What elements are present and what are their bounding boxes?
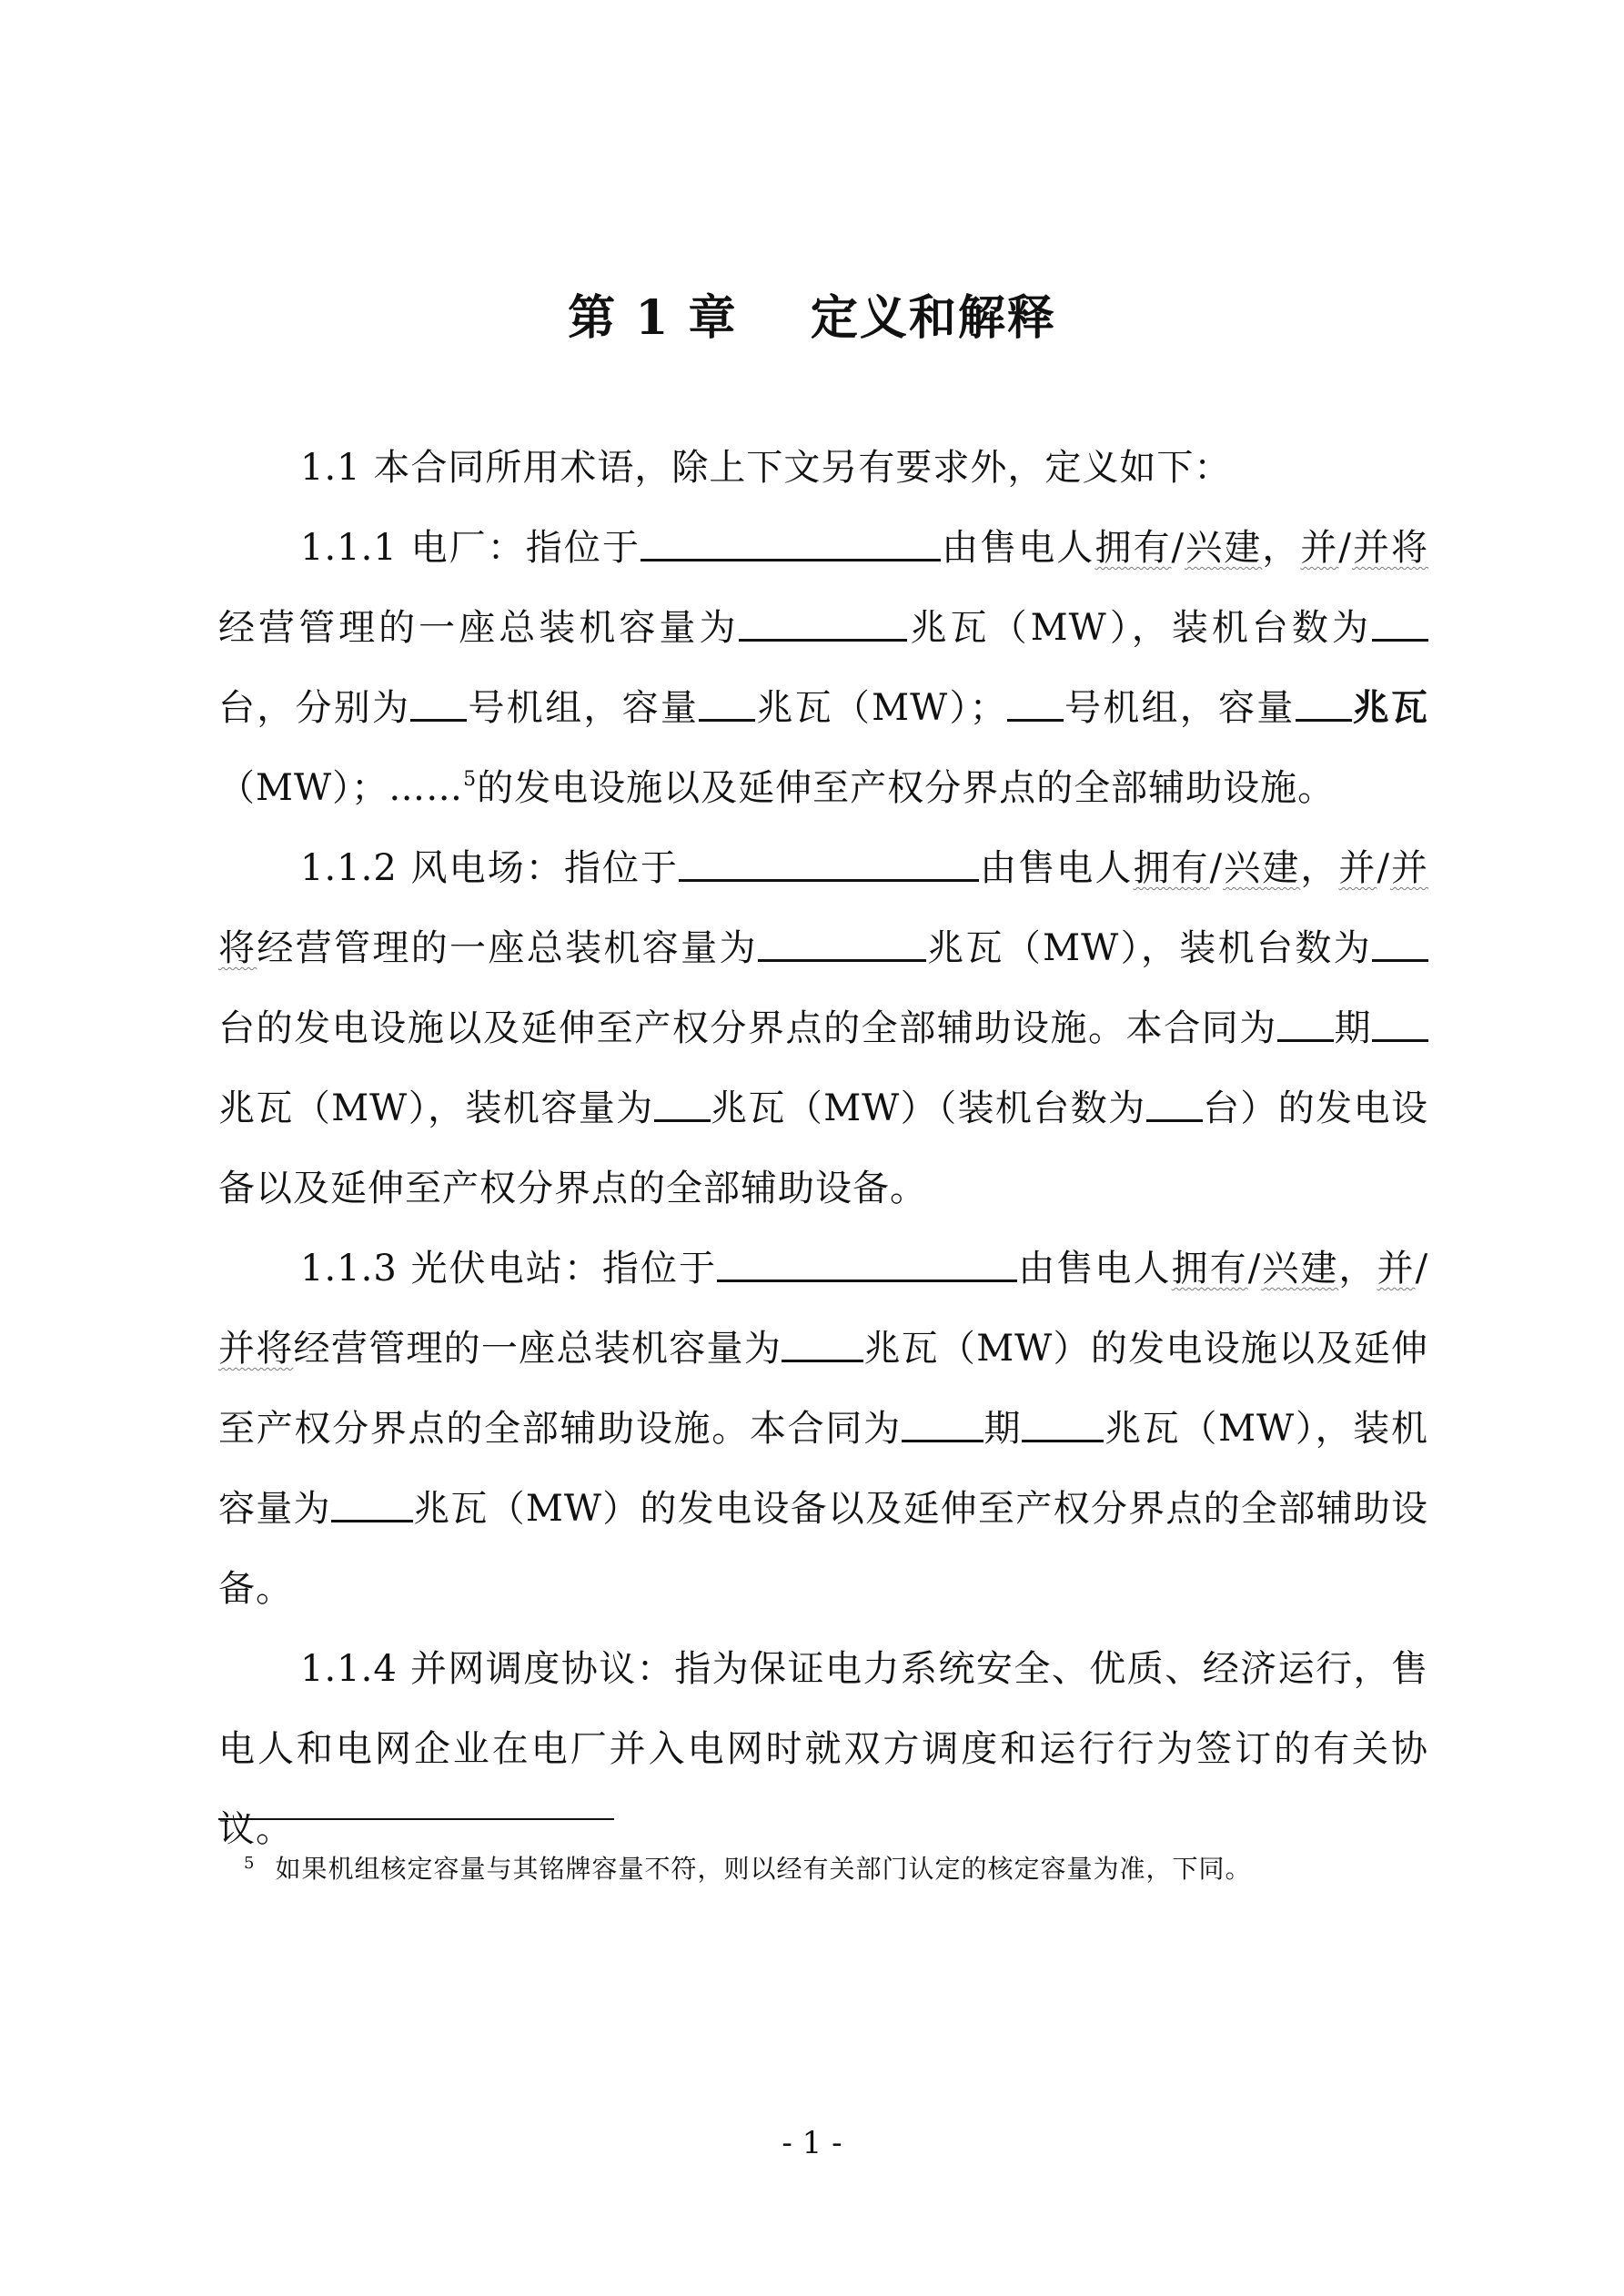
wavy-underlined-word: 拥有	[1094, 527, 1172, 569]
slash: /	[1377, 847, 1390, 889]
slash: /	[1415, 1248, 1429, 1290]
text-run: 兆瓦（MW）；	[755, 687, 1007, 729]
wavy-underlined-word: 并	[1300, 527, 1339, 569]
blank-location	[679, 848, 979, 882]
blank-location	[641, 528, 941, 561]
text-run: 号机组，容量	[467, 687, 700, 729]
text-run: 的发电设施以及延伸至产权分界点的全部辅助设施。	[477, 767, 1336, 809]
text-run: 期	[983, 1408, 1023, 1450]
clause-number: 1.1	[300, 447, 361, 489]
paragraph-text: 本合同所用术语，除上下文另有要求外，定义如下：	[373, 447, 1232, 489]
paragraph-1-1-4	[218, 1629, 1428, 1869]
text-run: 兆瓦（MW），装机容量为	[218, 1087, 654, 1129]
text-run: 风电场：指位于	[410, 847, 680, 889]
text-run: 兆瓦（MW），装机台数为	[907, 607, 1372, 649]
blank-unit-number	[1007, 688, 1064, 722]
blank-total-capacity	[782, 1329, 863, 1362]
text-run: 台的发电设施以及延伸至产权分界点的全部辅助设施。本合同为	[218, 1007, 1277, 1049]
blank-location	[717, 1249, 1017, 1282]
text-run: 经营管理的一座总装机容量为	[257, 927, 758, 969]
text-run: 期	[1333, 1007, 1373, 1049]
footnote-reference[interactable]: 5	[463, 768, 478, 791]
text-run: 兆瓦（MW）的发电设备以及延伸至产权分界点的全部辅助设备。	[218, 1488, 1428, 1610]
text-run: 由售电人	[979, 847, 1134, 889]
paragraph-1-1-3	[218, 1229, 1428, 1629]
text-run: 兆瓦（MW），装机台数为	[925, 927, 1373, 969]
text-run: 由售电人	[1017, 1248, 1172, 1290]
clause-number: 1.1.3	[300, 1248, 398, 1290]
blank-total-capacity	[758, 928, 926, 962]
slash: /	[1338, 527, 1352, 569]
text-run: 电厂：指位于	[410, 527, 641, 569]
blank-installed-capacity	[331, 1489, 413, 1522]
text-run: 光伏电站：指位于	[410, 1248, 718, 1290]
text-run: 兆瓦（MW），装机容量为	[218, 1408, 1429, 1530]
footnote-text: 如果机组核定容量与其铭牌容量不符，则以经有关部门认定的核定容量为准，下同。	[275, 1854, 1252, 1884]
clause-number: 1.1.4	[300, 1648, 398, 1690]
text-run: 兆瓦（MW）的发电设施以及延伸至产权分界点的全部辅助设施。本合同为	[218, 1328, 1429, 1450]
wavy-underlined-word: 拥有	[1171, 1248, 1248, 1290]
slash: /	[1171, 527, 1185, 569]
wavy-underlined-word: 兴建	[1261, 1248, 1339, 1290]
wavy-underlined-word: 拥有	[1133, 847, 1210, 889]
text-run: （MW）；……	[218, 767, 464, 809]
chapter-title: 第 1 章 定义和解释	[568, 290, 1056, 346]
text-run: 兆瓦（MW）（装机台数为	[710, 1087, 1146, 1129]
text-run: 经营管理的一座总装机容量为	[293, 1328, 782, 1370]
blank-unit-count	[1372, 608, 1428, 642]
blank-unit-number	[410, 688, 467, 722]
text-run: 经营管理的一座总装机容量为	[218, 607, 740, 649]
blank-unit-count	[1146, 1088, 1203, 1122]
paragraph-1-1-1	[218, 508, 1428, 828]
text-run-bold: 兆瓦	[1351, 686, 1429, 729]
wavy-underlined-word: 兴建	[1223, 847, 1301, 889]
wavy-underlined-word: 并	[1338, 847, 1377, 889]
slash: /	[1209, 847, 1224, 889]
text-run: 由售电人	[941, 527, 1095, 569]
wavy-underlined-word: 并将	[218, 847, 1429, 969]
slash: /	[1247, 1248, 1262, 1290]
blank-total-capacity	[739, 608, 907, 642]
text-run: ，	[1262, 527, 1301, 569]
paragraph-text: 并网调度协议：指为保证电力系统安全、优质、经济运行，售电人和电网企业在电厂并入电网时就双方调度和运行行为签订的有关协议。	[218, 1648, 1429, 1850]
wavy-underlined-word: 并将	[218, 1328, 294, 1370]
blank-unit-capacity	[699, 688, 755, 722]
wavy-underlined-word: 并将	[1351, 527, 1429, 569]
blank-installed-capacity	[654, 1088, 711, 1122]
text-run: ，	[1338, 1248, 1377, 1290]
blank-phase	[1277, 1008, 1334, 1042]
footnote-marker: 5	[244, 1854, 256, 1873]
paragraph-1-1-2	[218, 828, 1428, 1229]
page-number: - 1 -	[782, 2125, 842, 2161]
footnote-separator	[218, 1818, 614, 1820]
document-body	[218, 428, 1428, 1869]
wavy-underlined-word: 并	[1377, 1248, 1416, 1290]
footnote	[244, 1849, 1427, 1889]
text-run: 台，分别为	[218, 687, 411, 729]
wavy-underlined-word: 兴建	[1185, 527, 1263, 569]
clause-number: 1.1.2	[300, 847, 398, 889]
clause-number: 1.1.1	[300, 527, 398, 569]
blank-phase-capacity	[1372, 1008, 1428, 1042]
text-run: ，	[1300, 847, 1339, 889]
text-run: 号机组，容量	[1063, 687, 1296, 729]
text-run: 台）的发电设备以及延伸至产权分界点的全部辅助设备。	[218, 1087, 1428, 1209]
blank-phase	[902, 1409, 983, 1442]
paragraph-1-1	[218, 428, 1428, 508]
blank-unit-count	[1372, 928, 1428, 962]
blank-phase-capacity	[1022, 1409, 1104, 1442]
blank-unit-capacity	[1296, 688, 1352, 722]
